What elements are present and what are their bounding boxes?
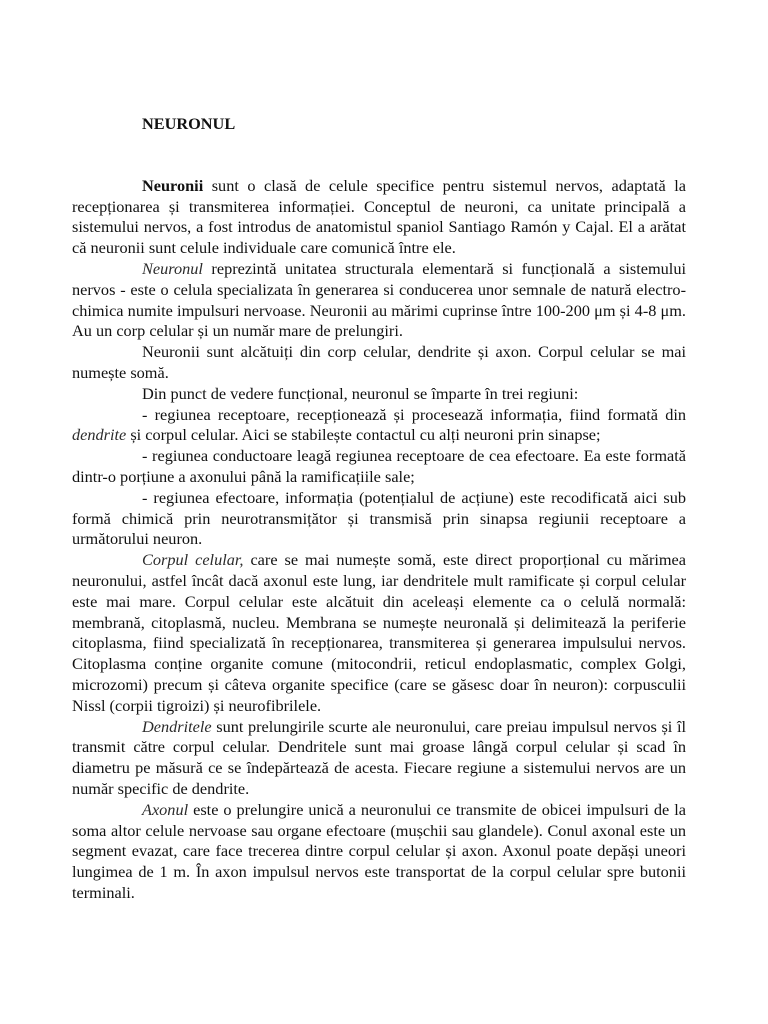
paragraph-dendritele	[72, 717, 686, 800]
paragraph-corpul-celular	[72, 550, 686, 716]
document-page	[72, 114, 686, 904]
paragraph-text: reprezintă unitatea structurala elementară si funcțională a sistemului nervos - este o celula specializata în generarea si conducerea unor semnale de natură electro-chimica numite impulsuri nervoase. Neuronii au mărimi cuprinse între 100-200 μm și 4-8 μm. Au un corp celular și un număr mare de prelungiri.	[72, 258, 686, 341]
list-item-conductor-region: - regiunea conductoare leagă regiunea receptoare de cea efectoare. Ea este formată dintr-o porțiune a axonului până la ramificațiile sale;	[72, 446, 686, 486]
term-dendrite: dendrite	[72, 425, 127, 445]
list-item-receptor-region	[72, 405, 686, 447]
paragraph-text: sunt o clasă de celule specifice pentru sistemul nervos, adaptată la recepționarea și transmiterea informației. Conceptul de neuroni, ca unitate principală a sistemului nervos, a fost introdus de anatomistul spaniol Santiago Ramón y Cajal. El a arătat că neuronii sunt celule individuale care comunică între ele.	[72, 175, 686, 258]
paragraph-axonul	[72, 800, 686, 904]
paragraph-text: care se mai numește somă, este direct proporțional cu mărimea neuronului, astfel încât dacă axonul este lung, iar dendritele mult ramificate și corpul celular este mai mare. Corpul celular este alcătuit din aceleași elemente ca o celulă normală: membrană, citoplasmă, nucleu. Membrana se numește neuronală și delimitează la periferie citoplasma, fiind specializată în recepționarea, transmiterea și generarea impulsului nervos. Citoplasma conține organite comune (mitocondrii, reticul endoplasmatic, complex Golgi, microzomi) precum și câteva organite specifice (care se găsesc doar în neuron): corpusculii Nissl (corpii tigroizi) și neurofibrilele.	[72, 550, 687, 715]
list-item-text: și corpul celular. Aici se stabilește contactul cu alți neuroni prin sinapse;	[126, 425, 601, 445]
paragraph-structure: Neuronii sunt alcătuiți din corp celular, dendrite și axon. Corpul celular se mai numește somă.	[72, 342, 686, 382]
term-axonul: Axonul	[142, 799, 189, 819]
paragraph-text: sunt prelungirile scurte ale neuronului, care preiau impulsul nervos și îl transmit către corpul celular. Dendritele sunt mai groase lângă corpul celular și scad în diametru pe măsură ce se îndepărtează de acesta. Fiecare regiune a sistemului nervos are un număr specific de dendrite.	[72, 716, 686, 798]
paragraph-neuronul	[72, 259, 686, 342]
term-neuronii: Neuronii	[142, 175, 204, 195]
term-corpul-celular: Corpul celular,	[142, 550, 244, 570]
list-item-effector-region: - regiunea efectoare, informația (potențialul de acțiune) este recodificată aici sub formă chimică prin neurotransmițător și transmisă prin sinapsa regiunii receptoare a următorului neuron.	[72, 487, 686, 549]
paragraph-regions-intro: Din punct de vedere funcțional, neuronul se împarte în trei regiuni:	[142, 383, 579, 403]
paragraph-neuronii	[72, 176, 686, 259]
page-title: NEURONUL	[142, 114, 236, 133]
term-dendritele: Dendritele	[142, 716, 212, 736]
list-item-text: - regiunea receptoare, recepționează și procesează informația, fiind formată din	[142, 404, 686, 424]
term-neuronul: Neuronul	[142, 258, 203, 278]
paragraph-text: este o prelungire unică a neuronului ce transmite de obicei impulsuri de la soma altor celule nervoase sau organe efectoare (mușchii sau glandele). Conul axonal este un segment evazat, care face trecerea dintre corpul celular și axon. Axonul poate depăși uneori lungimea de 1 m. În axon impulsul nervos este transportat de la corpul celular spre butonii terminali.	[72, 799, 686, 902]
